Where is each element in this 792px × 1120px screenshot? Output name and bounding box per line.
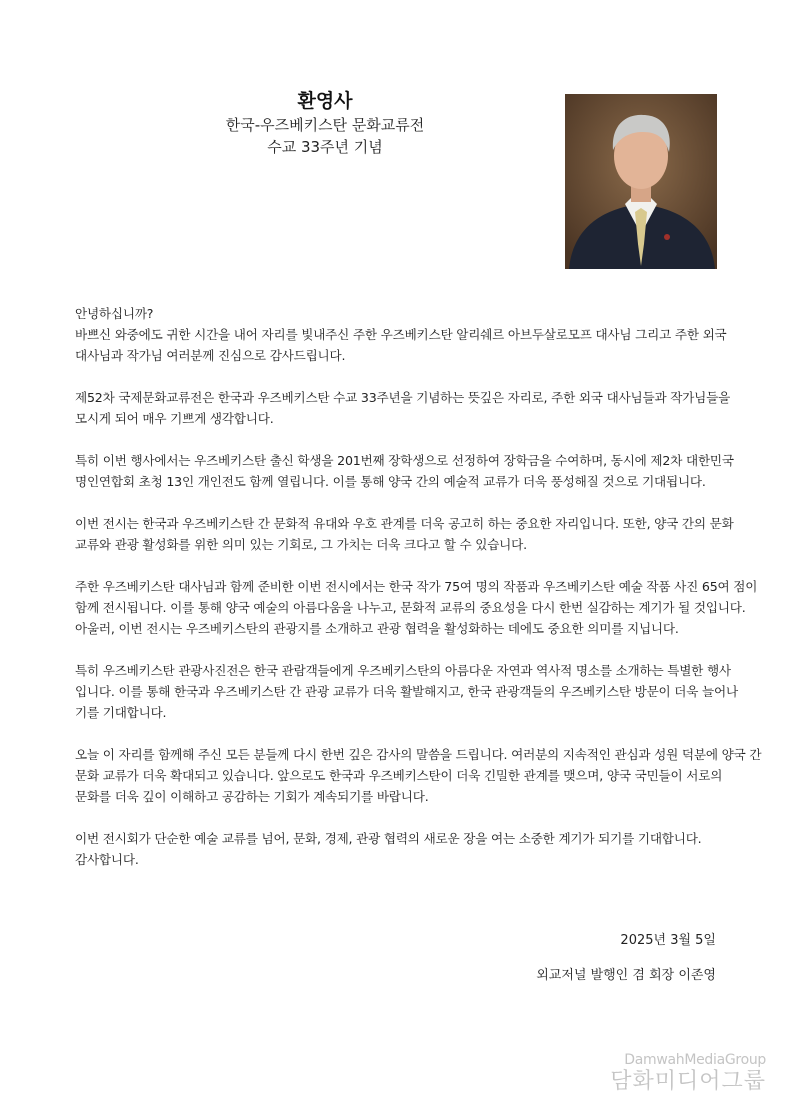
text-line: 제52차 국제문화교류전은 한국과 우즈베키스탄 수교 33주년을 기념하는 뜻깊은 자리로, 주한 외국 대사님들과 작가님들을 <box>75 390 731 405</box>
text-line: 특히 우즈베키스탄 관광사진전은 한국 관람객들에게 우즈베키스탄의 아름다운 자연과 역사적 명소를 소개하는 특별한 행사 <box>75 663 731 678</box>
text-line: 입니다. 이를 통해 한국과 우즈베키스탄 간 관광 교류가 더욱 활발해지고, 한국 관광객들의 우즈베키스탄 방문이 더욱 늘어나 <box>75 684 738 699</box>
text-line: 명인연합회 초청 13인 개인전도 함께 열립니다. 이를 통해 양국 간의 예술적 교류가 더욱 풍성해질 것으로 기대됩니다. <box>75 474 706 489</box>
signature-date: 2025년 3월 5일 <box>620 933 716 948</box>
text-line: 이번 전시회가 단순한 예술 교류를 넘어, 문화, 경제, 관광 협력의 새로운 장을 여는 소중한 계기가 되기를 기대합니다. <box>75 831 702 846</box>
paragraph-tourism <box>75 660 738 723</box>
paragraph-artworks <box>75 576 758 639</box>
watermark <box>610 1052 766 1096</box>
text-line: 바쁘신 와중에도 귀한 시간을 내어 자리를 빛내주신 주한 우즈베키스탄 알리쉐르 아브두살로모프 대사님 그리고 주한 외국 <box>75 327 727 342</box>
subtitle-event: 한국-우즈베키스탄 문화교류전 <box>225 116 425 134</box>
page-title: 환영사 <box>297 90 353 112</box>
speaker-portrait <box>565 94 717 269</box>
signature-name: 외교저널 발행인 겸 회장 이존영 <box>536 968 716 983</box>
paragraph-exhibition <box>75 513 734 555</box>
subtitle-anniversary: 수교 33주년 기념 <box>267 138 383 156</box>
letter-body <box>75 303 762 891</box>
text-line: 모시게 되어 매우 기쁘게 생각합니다. <box>75 411 274 426</box>
text-line: 기를 기대합니다. <box>75 705 167 720</box>
text-line: 문화를 더욱 깊이 이해하고 공감하는 기회가 계속되기를 바랍니다. <box>75 789 429 804</box>
text-line: 주한 우즈베키스탄 대사님과 함께 준비한 이번 전시에서는 한국 작가 75여 명의 작품과 우즈베키스탄 예술 작품 사진 65여 점이 <box>75 579 758 594</box>
letter-header <box>0 88 650 158</box>
paragraph-closing <box>75 828 720 870</box>
text-line: 특히 이번 행사에서는 우즈베키스탄 출신 학생을 201번째 장학생으로 선정하여 장학금을 수여하며, 동시에 제2차 대한민국 <box>75 453 734 468</box>
paragraph-greeting <box>75 303 727 366</box>
text-line: 교류와 관광 활성화를 위한 의미 있는 기회로, 그 가치는 더욱 크다고 할 수 있습니다. <box>75 537 527 552</box>
text-line: 이번 전시는 한국과 우즈베키스탄 간 문화적 유대와 우호 관계를 더욱 공고히 하는 중요한 자리입니다. 또한, 양국 간의 문화 <box>75 516 734 531</box>
signature-block <box>536 930 716 987</box>
watermark-english: DamwahMediaGroup <box>624 1052 766 1068</box>
paragraph-thanks <box>75 744 762 807</box>
text-line: 안녕하십니까? <box>75 306 154 321</box>
paragraph-event <box>75 387 731 429</box>
text-line: 오늘 이 자리를 함께해 주신 모든 분들께 다시 한번 깊은 감사의 말씀을 드립니다. 여러분의 지속적인 관심과 성원 덕분에 양국 간 <box>75 747 762 762</box>
text-line: 감사합니다. <box>75 852 139 867</box>
paragraph-scholarship <box>75 450 734 492</box>
text-line: 대사님과 작가님 여러분께 진심으로 감사드립니다. <box>75 348 346 363</box>
text-line: 함께 전시됩니다. 이를 통해 양국 예술의 아름다움을 나누고, 문화적 교류의 중요성을 다시 한번 실감하는 계기가 될 것입니다. <box>75 600 746 615</box>
watermark-korean: 담화미디어그룹 <box>610 1069 766 1094</box>
text-line: 문화 교류가 더욱 확대되고 있습니다. 앞으로도 한국과 우즈베키스탄이 더욱 긴밀한 관계를 맺으며, 양국 국민들이 서로의 <box>75 768 723 783</box>
text-line: 아울러, 이번 전시는 우즈베키스탄의 관광지를 소개하고 관광 협력을 활성화하는 데에도 중요한 의미를 지닙니다. <box>75 621 679 636</box>
